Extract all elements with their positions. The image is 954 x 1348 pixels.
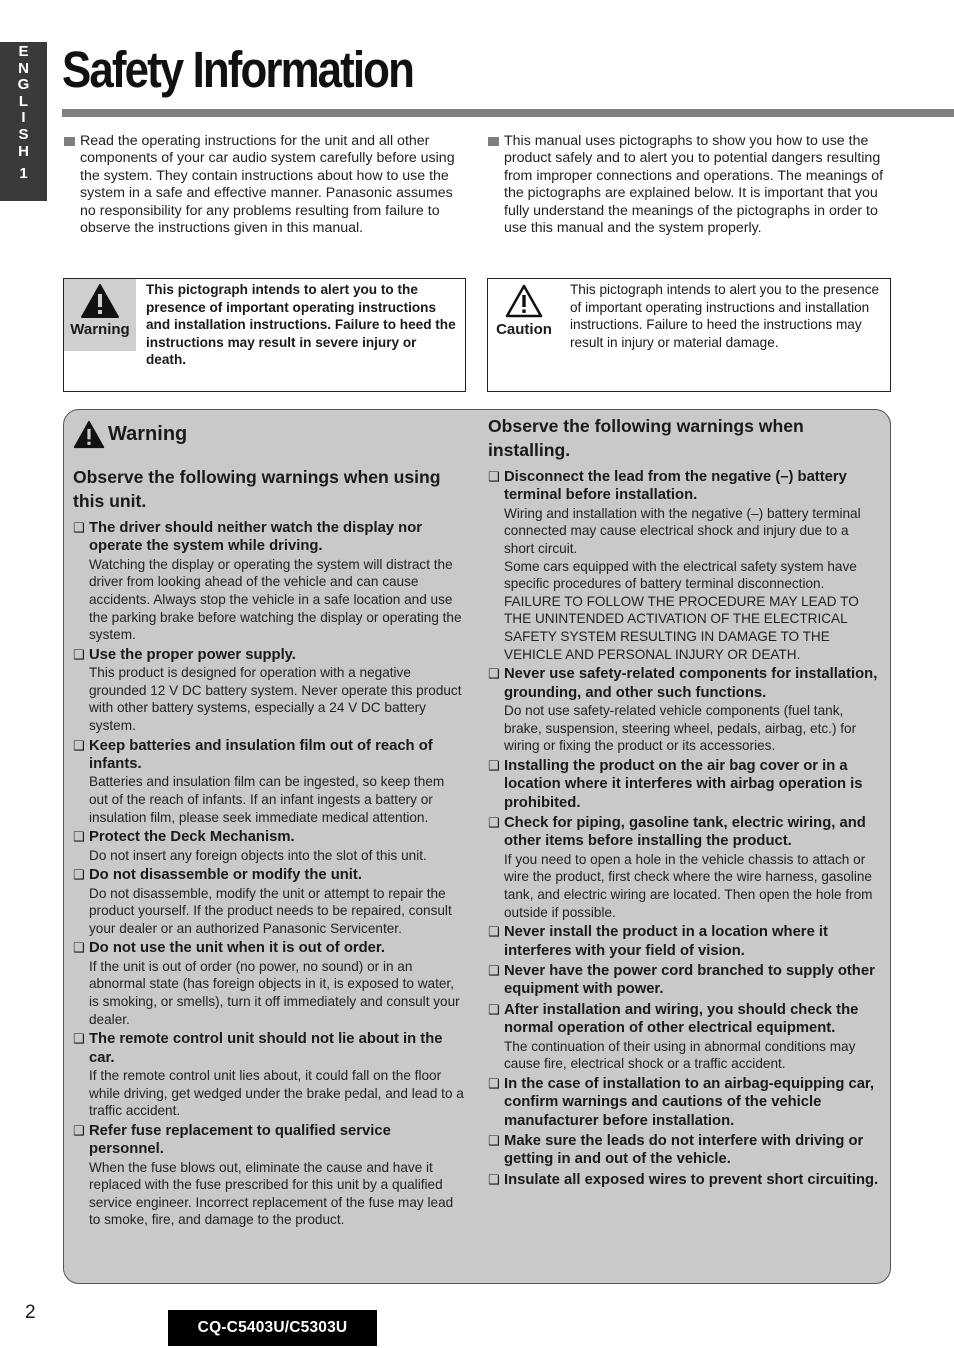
warning-item-title: Use the proper power supply. [89, 646, 296, 663]
checkbox-bullet-icon: ❑ [488, 1001, 500, 1017]
warning-item [488, 468, 880, 663]
usage-section-heading: Observe the following warnings when using this unit. [73, 467, 441, 511]
caution-pictograph-label: Caution [496, 321, 552, 338]
warning-item [73, 1122, 465, 1229]
warning-item-body: This product is designed for operation with a negative grounded 12 V DC battery system. Never operate this product with other battery systems, especially a 24 V DC battery system. [89, 665, 462, 733]
checkbox-bullet-icon: ❑ [73, 940, 85, 956]
warning-item-body: Do not use safety-related vehicle components (fuel tank, brake, suspension, steering wheel, pedals, airbag, etc.) for wiring or fixing the product or its accessories. [504, 702, 857, 754]
language-letter: N [18, 59, 29, 77]
warning-item-title: Do not use the unit when it is out of order. [89, 940, 385, 957]
installation-section-heading: Observe the following warnings when installing. [488, 416, 804, 460]
usage-warnings-column [73, 420, 465, 1231]
warning-item [73, 828, 465, 864]
warning-pictograph-box [63, 278, 466, 392]
warning-item-caps-notice: FAILURE TO FOLLOW THE PROCEDURE MAY LEAD TO THE UNINTENDED ACTIVATION OF THE ELECTRICAL SAFETY SYSTEM RESULTING IN DAMAGE TO THE VEHICLE AND PERSONAL INJURY OR DEATH. [504, 593, 859, 662]
warning-item [73, 866, 465, 937]
warning-pictograph [64, 279, 136, 351]
section-number: 1 [19, 165, 28, 183]
warning-item [488, 1075, 880, 1130]
warning-item-title: The remote control unit should not lie about in the car. [89, 1031, 443, 1066]
warning-item-title: Never have the power cord branched to supply other equipment with power. [504, 962, 875, 998]
warning-item-title: Refer fuse replacement to qualified service personnel. [89, 1122, 391, 1158]
language-letter: I [21, 109, 26, 127]
checkbox-bullet-icon: ❑ [488, 1075, 500, 1091]
warning-item-body: If the unit is out of order (no power, no sound) or in an abnormal state (has foreign objects in it, is exposed to water, is smoking, or smells), turn it off immediately and consult your dealer. [89, 958, 460, 1027]
checkbox-bullet-icon: ❑ [73, 520, 85, 535]
page-number: 2 [25, 1302, 36, 1323]
warning-item-title: Make sure the leads do not interfere with driving or getting in and out of the vehicle. [504, 1133, 864, 1168]
warning-item-title: The driver should neither watch the display nor operate the system while driving. [89, 520, 422, 555]
checkbox-bullet-icon: ❑ [488, 962, 500, 978]
caution-pictograph-text: This pictograph intends to alert you to the presence of important operating instructions and installation instructions. Failure to heed the instructions may result in injury or material damage. [570, 282, 880, 350]
warning-item-title: Protect the Deck Mechanism. [89, 829, 295, 846]
square-bullet-icon [64, 137, 75, 146]
warning-item-title: Installing the product on the air bag cover or in a location where it interferes with airbag operation is prohibited. [504, 757, 863, 811]
language-letter: H [18, 142, 29, 160]
warning-item-title: Never install the product in a location where it interferes with your field of vision. [504, 924, 828, 959]
warning-item [73, 646, 465, 735]
warning-heading [73, 420, 465, 449]
language-letter: G [17, 76, 30, 94]
warning-item-title: Disconnect the lead from the negative (–) battery terminal before installation. [504, 469, 847, 504]
checkbox-bullet-icon: ❑ [488, 924, 500, 940]
warning-heading-label: Warning [108, 423, 188, 445]
warning-item-title: Do not disassemble or modify the unit. [89, 867, 362, 884]
warning-item [488, 665, 880, 755]
intro-left [64, 133, 464, 237]
language-tab [0, 42, 47, 201]
installation-warnings-column [488, 414, 880, 1191]
title-rule [62, 109, 954, 117]
warning-item-title: In the case of installation to an airbag-equipping car, confirm warnings and cautions of the vehicle manufacturer before installation. [504, 1075, 874, 1129]
warning-item-body: When the fuse blows out, eliminate the cause and have it replaced with the fuse prescribed for this unit by a qualified service engineer. Incorrect replacement of the fuse may lead to smoke, fire, and damage to the product. [89, 1159, 454, 1228]
checkbox-bullet-icon: ❑ [73, 829, 85, 845]
warning-item-body: Do not disassemble, modify the unit or attempt to repair the product yourself. If the product needs to be repaired, consult your dealer or an authorized Panasonic Servicenter. [89, 885, 452, 936]
intro-right-text: This manual uses pictographs to show you how to use the product safely and to alert you to potential dangers resulting from improper connections and operations. The meanings of the pictographs are explained below. It is important that you fully understand the meanings of the pictographs in order to use this manual and the system properly. [504, 133, 884, 237]
warning-item-body: Do not insert any foreign objects into the slot of this unit. [89, 847, 427, 863]
checkbox-bullet-icon: ❑ [73, 737, 85, 753]
caution-triangle-icon [504, 283, 544, 319]
warning-item [73, 1030, 465, 1120]
intro-left-text: Read the operating instructions for the unit and all other components of your car audio system carefully before using the system. They contain instructions about how to use the system in a safe and effective manner. Panasonic assumes no responsibility for any problems resulting from failure to observe the instructions given in this manual. [80, 133, 455, 237]
checkbox-bullet-icon: ❑ [488, 814, 500, 830]
warning-item [488, 757, 880, 812]
warning-item [488, 962, 880, 999]
caution-pictograph-box [487, 278, 891, 392]
warning-item [488, 1171, 880, 1189]
warning-item [488, 814, 880, 921]
language-letter: E [18, 43, 29, 60]
warning-triangle-icon [80, 283, 120, 319]
language-letter: S [18, 125, 29, 143]
warning-item [488, 1132, 880, 1169]
page-title: Safety Information [62, 41, 413, 98]
intro-right [488, 133, 888, 237]
warning-item-title: Never use safety-related components for installation, grounding, and other such functions. [504, 666, 878, 701]
warning-item [73, 737, 465, 827]
language-letter: L [18, 92, 29, 110]
checkbox-bullet-icon: ❑ [488, 1171, 500, 1187]
warning-item-title: After installation and wiring, you should check the normal operation of other electrical equipment. [504, 1001, 859, 1037]
warning-item-title: Keep batteries and insulation film out of reach of infants. [89, 737, 433, 772]
warning-item-body: If you need to open a hole in the vehicle chassis to attach or wire the product, first check where the wire harness, gasoline tank, and electric wiring are located. Then open the hole from outside if possible. [504, 851, 873, 920]
checkbox-bullet-icon: ❑ [73, 867, 85, 883]
warning-item [73, 939, 465, 1028]
warning-item [488, 1001, 880, 1073]
checkbox-bullet-icon: ❑ [488, 1133, 500, 1148]
warning-item-body: Batteries and insulation film can be ingested, so keep them out of the reach of infants. If an infant ingests a battery or insulation film, please seek immediate medical attention. [89, 774, 445, 825]
caution-pictograph [488, 279, 560, 351]
checkbox-bullet-icon: ❑ [73, 1031, 85, 1047]
warning-item [73, 519, 465, 644]
warning-item-body: The continuation of their using in abnormal conditions may cause fire, electrical shock or a traffic accident. [504, 1038, 856, 1072]
warning-item-body: If the remote control unit lies about, it could fall on the floor while driving, get wedged under the brake pedal, and lead to a traffic accident. [89, 1067, 464, 1119]
checkbox-bullet-icon: ❑ [488, 757, 500, 773]
warning-item-body: Some cars equipped with the electrical safety system have specific procedures of battery terminal disconnection. [504, 558, 857, 592]
square-bullet-icon [488, 137, 499, 146]
warning-item-title: Check for piping, gasoline tank, electric wiring, and other items before installing the product. [504, 814, 866, 850]
checkbox-bullet-icon: ❑ [73, 1122, 85, 1138]
warning-triangle-icon [73, 420, 105, 449]
checkbox-bullet-icon: ❑ [488, 469, 500, 484]
warning-item-body: Watching the display or operating the system will distract the driver from looking ahead of the vehicle and can cause accidents. Always stop the vehicle in a safe location and use the parking brake before watching the display or operating the system. [89, 556, 462, 643]
warning-pictograph-text: This pictograph intends to alert you to the presence of important operating instructions and installation instructions. Failure to heed the instructions may result in severe injury or death. [146, 282, 456, 368]
warning-item-title: Insulate all exposed wires to prevent short circuiting. [504, 1171, 879, 1188]
warning-item [488, 923, 880, 960]
checkbox-bullet-icon: ❑ [73, 646, 85, 662]
model-number-badge: CQ-C5403U/C5303U [168, 1310, 377, 1346]
checkbox-bullet-icon: ❑ [488, 666, 500, 682]
warning-pictograph-label: Warning [70, 321, 130, 338]
warning-item-body: Wiring and installation with the negative (–) battery terminal connected may cause electrical shock and injury due to a short circuit. [504, 505, 861, 556]
